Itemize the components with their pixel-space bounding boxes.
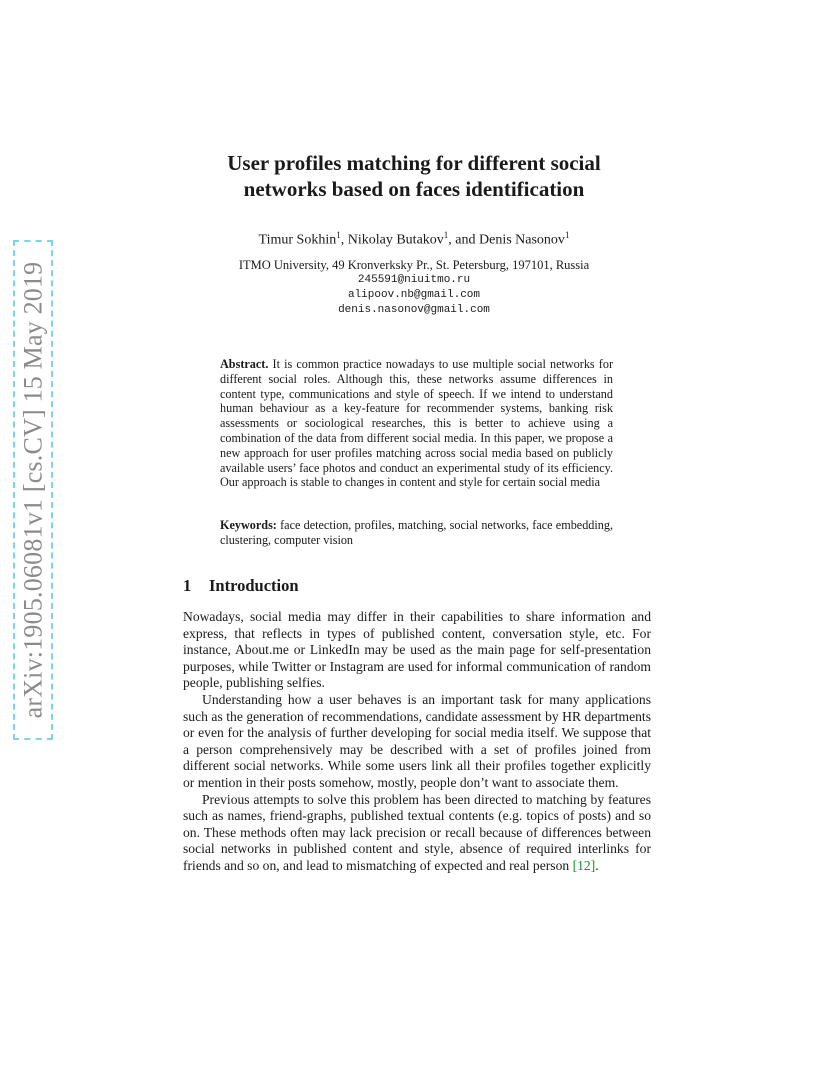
section-body bbox=[183, 609, 651, 875]
author-separator: , bbox=[340, 232, 348, 248]
author-name: Timur Sokhin bbox=[258, 232, 337, 248]
title-line-2: networks based on faces identification bbox=[243, 177, 585, 201]
author-list bbox=[0, 230, 828, 249]
paragraph: Nowadays, social media may differ in their capabilities to share information and express, that reflects in types of published content, conversation style, etc. For instance, About.me or LinkedIn may be used as the main page for self-presentation purposes, while Twitter or Instagram are used for informal communication of random people, publishing selfies. bbox=[183, 609, 651, 691]
affiliation-block bbox=[0, 258, 828, 318]
author-affiliation-mark: 1 bbox=[564, 230, 570, 240]
author-name: Denis Nasonov bbox=[479, 232, 565, 248]
abstract bbox=[220, 357, 613, 490]
affiliation-text: ITMO University, 49 Kronverksky Pr., St. Petersburg, 197101, Russia bbox=[238, 258, 590, 272]
paragraph-end: . bbox=[595, 857, 599, 873]
paragraph bbox=[183, 792, 651, 875]
keywords-text: face detection, profiles, matching, social networks, face embedding, clustering, computer vision bbox=[220, 518, 613, 547]
arxiv-identifier: arXiv:1905.06081v1 [cs.CV] 15 May 2019 bbox=[18, 261, 47, 719]
paragraph: Understanding how a user behaves is an important task for many applications such as the generation of recommendations, candidate assessment by HR departments or even for the analysis of further developing for social media itself. We suppose that a person comprehensively may be described with a set of profiles joined from different social networks. While some users link all their profiles together explicitly or mention in their posts somehow, mostly, people don’t want to associate them. bbox=[183, 691, 651, 790]
section-heading bbox=[183, 576, 299, 596]
author-name: Nikolay Butakov bbox=[347, 232, 444, 248]
email-address[interactable]: denis.nasonov@gmail.com bbox=[338, 304, 490, 316]
citation-link[interactable]: [12] bbox=[572, 857, 596, 873]
email-address[interactable]: alipoov.nb@gmail.com bbox=[347, 289, 481, 301]
section-title: Introduction bbox=[209, 576, 299, 595]
author-affiliation-mark: 1 bbox=[443, 230, 449, 240]
paper-title bbox=[0, 150, 828, 202]
keywords-label: Keywords: bbox=[220, 518, 277, 532]
author-affiliation-mark: 1 bbox=[336, 230, 341, 240]
keywords bbox=[220, 518, 613, 548]
author-separator: , and bbox=[448, 232, 479, 248]
section-number: 1 bbox=[183, 576, 192, 595]
title-line-1: User profiles matching for different social bbox=[227, 151, 601, 175]
email-address[interactable]: 245591@niuitmo.ru bbox=[357, 274, 471, 286]
paragraph-text: Previous attempts to solve this problem has been directed to matching by features such as names, friend-graphs, published textual contents (e.g. topics of posts) and so on. These methods often may lack precision or recall because of differences between social networks in published content and style, absence of required interlinks for friends and so on, and lead to mismatching of expected and real person bbox=[183, 791, 651, 873]
abstract-label: Abstract. bbox=[220, 357, 269, 371]
abstract-text: It is common practice nowadays to use multiple social networks for different social roles. Although this, these networks assume differences in content type, communications and style of speech. If we intend to understand human behaviour as a key-feature for recommender systems, banking risk assessments or sociological researches, this is better to achieve using a combination of the data from different social media. In this paper, we propose a new approach for user profiles matching across social media based on publicly available users’ face photos and conduct an experimental study of its efficiency. Our approach is stable to changes in content and style for certain social media bbox=[220, 357, 613, 490]
